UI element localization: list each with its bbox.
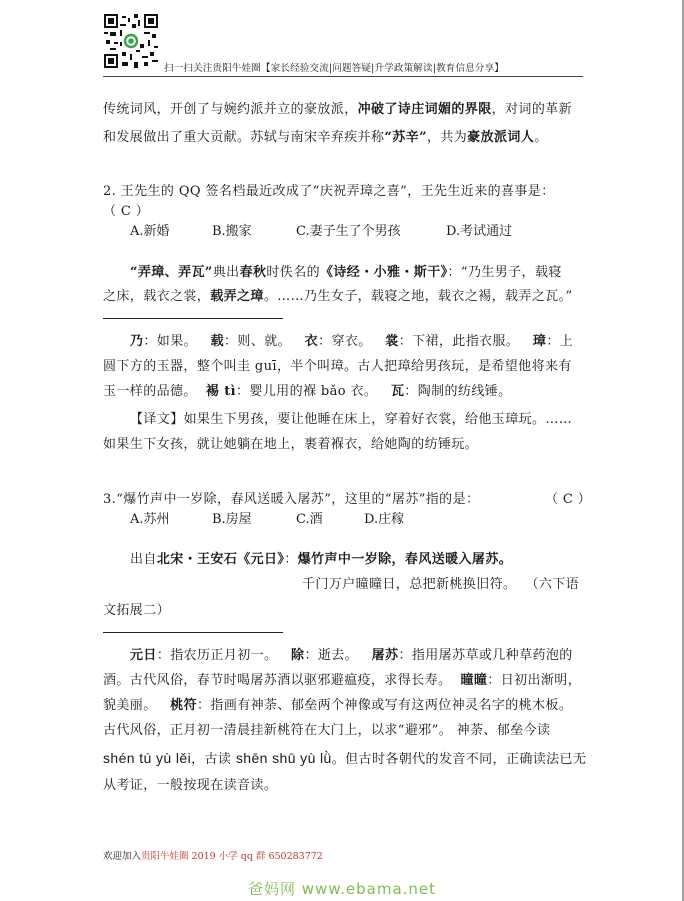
note-term: 乃 bbox=[130, 334, 144, 349]
intro-line-2 bbox=[103, 126, 548, 145]
note-term: 载 bbox=[210, 334, 225, 349]
note-term: 曈曈 bbox=[460, 673, 488, 688]
note-term: 元日 bbox=[130, 648, 157, 663]
intro-bold: 豪放派词人 bbox=[467, 130, 535, 145]
q2-source-bold: “弄璋、弄瓦” bbox=[130, 265, 213, 280]
q3-source-line-2 bbox=[302, 573, 579, 592]
intro-text: 和发展做出了重大贡献。苏轼与南宋辛弃疾并称 bbox=[103, 130, 385, 145]
intro-bold: “苏辛” bbox=[384, 130, 427, 145]
intro-bold: 冲破了诗庄词媚的界限 bbox=[357, 102, 492, 117]
q2-answer: （ C ） bbox=[103, 204, 150, 219]
note-term: 桃符 bbox=[170, 698, 198, 713]
q2-source-bold: 《诗经・小雅・斯干》 bbox=[320, 265, 448, 280]
q3-answer: （ C ） bbox=[545, 492, 592, 507]
q2-option-c: C.妻子生了个男孩 bbox=[296, 224, 401, 239]
note-text: ，古读 bbox=[191, 752, 232, 767]
q3-source-bold: 《元日》 bbox=[237, 552, 285, 567]
q2-source-text: 典出 bbox=[212, 265, 240, 280]
q3-option-b: B.房屋 bbox=[212, 512, 252, 527]
intro-text: 。 bbox=[534, 130, 548, 145]
q3-stem: 3.“爆竹声中一岁除，春风送暖入屠苏”，这里的“屠苏”指的是： bbox=[103, 492, 480, 507]
q3-notes-line-1 bbox=[130, 644, 573, 663]
q3-source-text: 出自 bbox=[130, 552, 157, 567]
site-watermark: 爸妈网 www.ebama.net bbox=[247, 880, 437, 898]
q2-notes-line-3 bbox=[103, 380, 512, 399]
q3-source-bold: 北宋・王安石 bbox=[156, 552, 238, 567]
notes-divider bbox=[103, 318, 283, 319]
q3-notes-line-6: 从考证，一般按现在读音读。 bbox=[103, 778, 278, 793]
q3-source-text: 千门万户曈曈日，总把新桃换旧符。 bbox=[302, 577, 517, 592]
q3-notes-line-3 bbox=[103, 694, 572, 713]
note-term: 璋 bbox=[532, 334, 547, 349]
footer-group: 贵阳牛娃圈 2019 小学 qq 群 650283772 bbox=[141, 851, 323, 862]
note-text: 貌美丽。 bbox=[103, 698, 157, 713]
note-text: ：指农历正月初一。 bbox=[156, 648, 278, 663]
intro-text: ，对词的革新 bbox=[491, 102, 573, 117]
footer-text bbox=[103, 848, 323, 862]
q3-notes-line-2 bbox=[103, 669, 581, 688]
q2-source-text: ：“乃生男子，载寝 bbox=[447, 265, 562, 280]
qr-code-icon bbox=[104, 14, 158, 68]
q3-source-line-1 bbox=[130, 548, 512, 567]
note-text: ：则、就。 bbox=[224, 334, 292, 349]
q3-source-line-3: 文拓展二） bbox=[103, 603, 171, 618]
note-term: 衣 bbox=[304, 334, 319, 349]
note-text: ：穿衣。 bbox=[318, 334, 372, 349]
header-banner: 扫一扫关注贵阳牛娃圈【家长经验交流|问题答疑|升学政策解读|教育信息分享】 bbox=[164, 63, 505, 74]
q2-option-b: B.搬家 bbox=[212, 224, 252, 239]
note-text: ：指用屠苏草或几种草药泡的 bbox=[398, 648, 573, 663]
pinyin-text: shēn shū yù lǜ bbox=[235, 750, 332, 766]
intro-line-1 bbox=[103, 98, 572, 117]
pinyin-text: shén tú yù lěi bbox=[103, 750, 192, 766]
q2-option-d: D.考试通过 bbox=[446, 224, 513, 239]
q3-option-a: A.苏州 bbox=[130, 512, 170, 527]
q2-stem: 2. 王先生的 QQ 签名档最近改成了“庆祝弄璋之喜”，王先生近来的喜事是： bbox=[103, 184, 555, 199]
q2-source-line-1 bbox=[130, 261, 562, 280]
q3-option-d: D.庄稼 bbox=[364, 512, 405, 527]
q2-source-line-2 bbox=[103, 285, 573, 304]
notes-divider-2 bbox=[103, 632, 283, 633]
q2-source-text: 之床，载衣之裳， bbox=[103, 289, 211, 304]
note-text: ：婴儿用的褓 bǎo 衣。 bbox=[235, 384, 378, 399]
note-text: ：下裙，此指衣服。 bbox=[398, 334, 520, 349]
q3-source-bold: 爆竹声中一岁除，春风送暖入屠苏。 bbox=[297, 552, 513, 567]
q3-source-text: ： bbox=[284, 552, 298, 567]
note-text: ：陶制的纺线锤。 bbox=[404, 384, 512, 399]
q2-translation-line-1: 【译文】如果生下男孩，要让他睡在床上，穿着好衣裳，给他玉璋玩。…… bbox=[130, 412, 573, 427]
q2-source-bold: 载弄之璋 bbox=[210, 289, 264, 304]
note-term: 裼 tì bbox=[205, 384, 236, 399]
footer-prefix: 欢迎加入 bbox=[103, 851, 142, 862]
q2-source-text: 时佚名的 bbox=[266, 265, 320, 280]
q3-notes-line-5 bbox=[103, 748, 586, 767]
note-term: 除 bbox=[291, 648, 305, 663]
q2-source-text: 。……乃生女子，载寝之地，载衣之裼，载弄之瓦。” bbox=[263, 289, 573, 304]
note-text: 酒。古代风俗，春节时喝屠苏酒以驱邪避瘟疫，求得长寿。 bbox=[103, 673, 452, 688]
note-text: ：如果。 bbox=[143, 334, 198, 349]
note-term: 瓦 bbox=[390, 384, 405, 399]
q2-notes-line-2: 圆下方的玉器，整个叫圭 guī，半个叫璋。古人把璋给男孩玩，是希望他将来有 bbox=[103, 359, 572, 374]
q2-source-bold: 春秋 bbox=[239, 265, 267, 280]
q2-translation-line-2: 如果生下女孩，就让她躺在地上，裹着褓衣，给她陶的纺锤玩。 bbox=[103, 437, 479, 452]
q2-option-a: A.新婚 bbox=[130, 224, 170, 239]
intro-text: ，共为 bbox=[426, 130, 468, 145]
note-text: ：上 bbox=[546, 334, 574, 349]
q3-option-c: C.酒 bbox=[296, 512, 323, 527]
note-text: ：逝去。 bbox=[304, 648, 359, 663]
note-text: 玉一样的品德。 bbox=[103, 384, 197, 399]
header-divider bbox=[103, 76, 583, 77]
note-text: ：日初出渐明， bbox=[487, 673, 582, 688]
q2-notes-line-1 bbox=[130, 330, 573, 349]
note-text: ：指画有神荼、郁垒两个神像或写有这两位神灵名字的桃木板。 bbox=[197, 698, 573, 713]
intro-text: 传统词风，开创了与婉约派并立的豪放派， bbox=[103, 102, 358, 117]
q3-source-note: （六下语 bbox=[525, 577, 580, 592]
q3-notes-line-4: 古代风俗，正月初一清晨挂新桃符在大门上，以求“避邪”。 神荼、郁垒今读 bbox=[103, 723, 551, 738]
note-term: 裳 bbox=[385, 334, 399, 349]
note-term: 屠苏 bbox=[371, 648, 399, 663]
note-text: 。但古时各朝代的发音不同，正确读法已无 bbox=[331, 752, 587, 767]
